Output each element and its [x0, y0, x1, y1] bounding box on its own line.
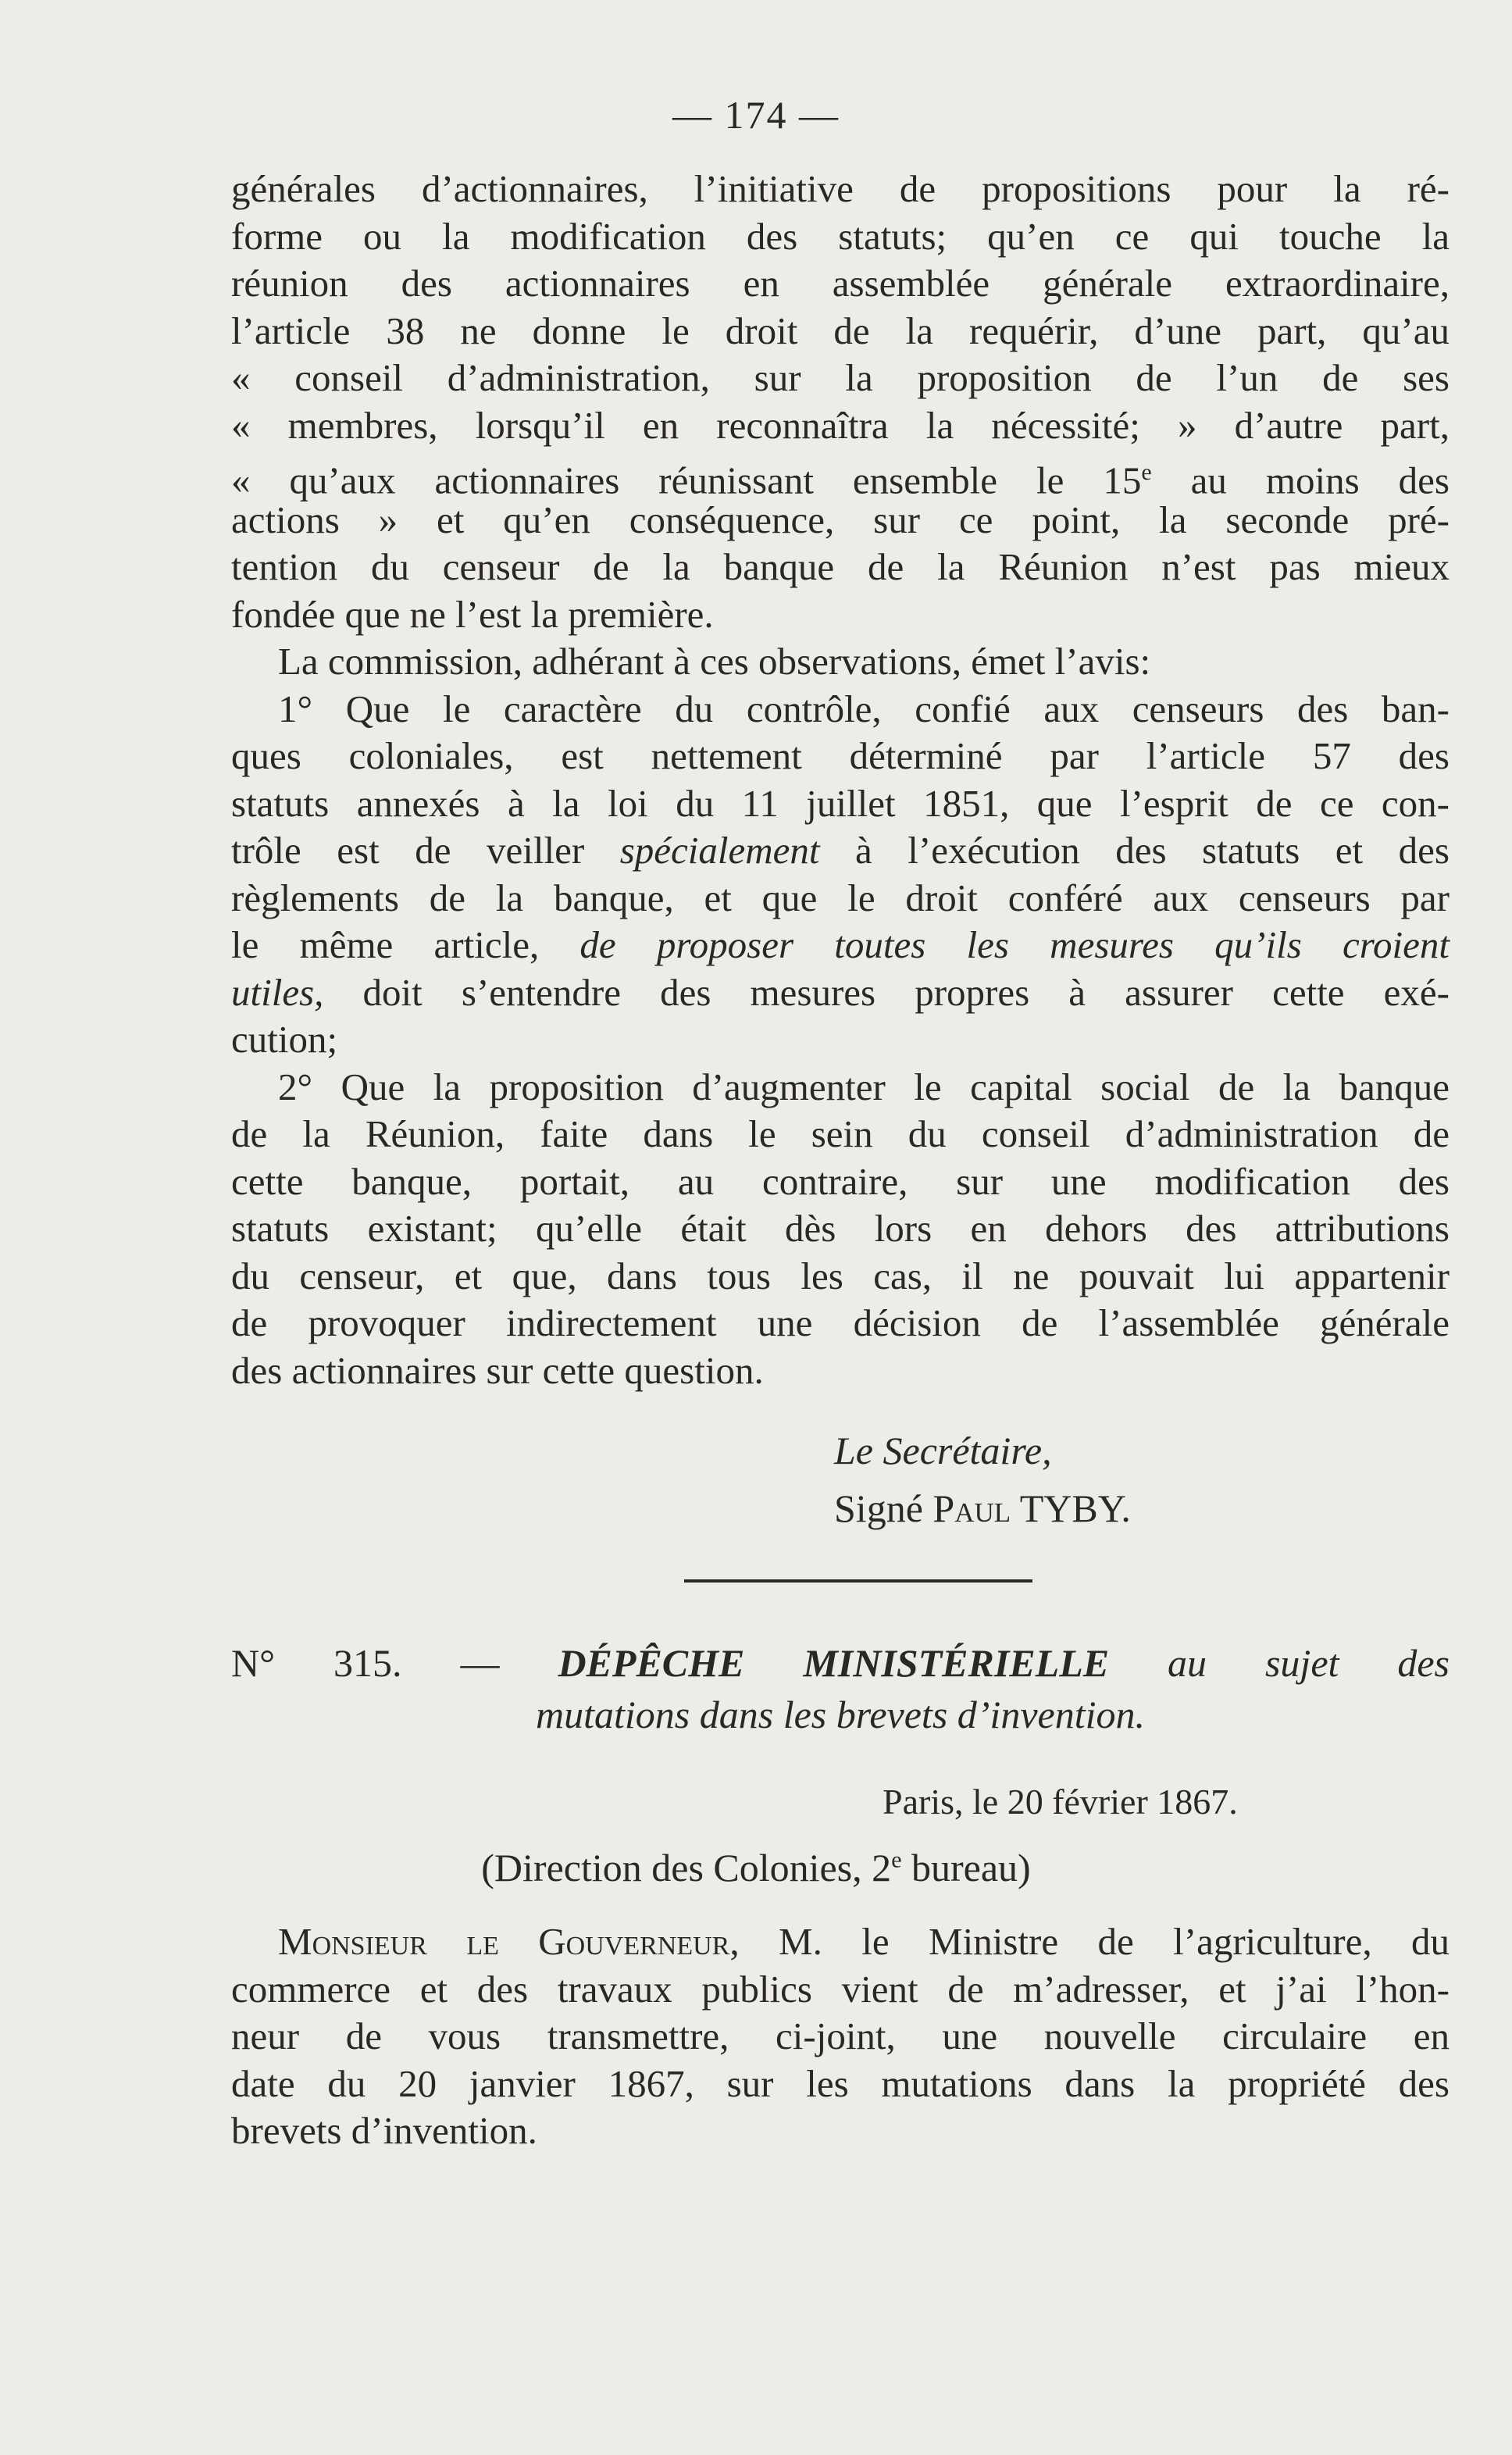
text-fragment: le même article,	[231, 923, 580, 966]
text-line: statuts existant; qu’elle était dès lors en dehors des attributions	[231, 1207, 1450, 1250]
text-line	[231, 969, 1450, 1017]
superscript: e	[1141, 459, 1152, 485]
text-line: des actionnaires sur cette question.	[231, 1348, 764, 1392]
paragraph-avis-intro: La commission, adhérant à ces observations, émet l’avis:	[278, 640, 1151, 683]
signature-block	[834, 1422, 1131, 1537]
text-fragment: M. le Ministre de l’agriculture, du	[739, 1920, 1450, 1963]
text-line	[231, 922, 1450, 969]
salutation: Monsieur le Gouverneur,	[278, 1920, 740, 1963]
text-line: cette banque, portait, au contraire, sur une modification des	[231, 1159, 1450, 1203]
text-line	[231, 827, 1450, 875]
text-fragment: (Direction des Colonies, 2	[481, 1846, 892, 1889]
text-line: générales d’actionnaires, l’initiative de propositions pour la ré-	[231, 167, 1450, 210]
heading-line	[231, 1637, 1450, 1689]
heading-title: DÉPÊCHE MINISTÉRIELLE	[558, 1641, 1110, 1685]
text-line: date du 20 janvier 1867, sur les mutations dans la propriété des	[231, 2061, 1450, 2105]
superscript: e	[891, 1847, 902, 1873]
text-line: « conseil d’administration, sur la proposition de l’un de ses	[231, 356, 1450, 399]
document-number: N° 315. —	[231, 1641, 558, 1685]
text-fragment: à l’exécution des statuts et des	[819, 829, 1450, 872]
page-number: — 174 —	[672, 93, 840, 137]
document-heading	[231, 1637, 1450, 1740]
text-fragment: « qu’aux actionnaires réunissant ensemble le 15	[231, 459, 1142, 502]
text-line	[231, 449, 1450, 502]
text-line: ques coloniales, est nettement déterminé par l’article 57 des	[231, 734, 1450, 777]
text-line: neur de vous transmettre, ci-joint, une nouvelle circulaire en	[231, 2014, 1450, 2057]
text-line: du censeur, et que, dans tous les cas, il ne pouvait lui appartenir	[231, 1254, 1450, 1297]
text-line: l’article 38 ne donne le droit de la requérir, d’une part, qu’au	[231, 309, 1450, 352]
text-line: règlements de la banque, et que le droit conféré aux censeurs par	[231, 876, 1450, 919]
text-line: forme ou la modification des statuts; qu’en ce qui touche la	[231, 214, 1450, 258]
text-line: actions » et qu’en conséquence, sur ce point, la seconde pré-	[231, 498, 1450, 541]
text-line: de la Réunion, faite dans le sein du conseil d’administration de	[231, 1112, 1450, 1155]
text-fragment: trôle est de veiller	[231, 829, 620, 872]
section-divider	[684, 1579, 1032, 1583]
text-fragment: doit s’entendre des mesures propres à assurer cette exé-	[323, 970, 1450, 1014]
direction-line	[0, 1845, 1512, 1890]
dateline: Paris, le 20 février 1867.	[883, 1782, 1238, 1822]
text-fragment: au moins des	[1151, 459, 1450, 502]
text-line: fondée que ne l’est la première.	[231, 592, 714, 636]
last-name: TYBY.	[1011, 1486, 1131, 1530]
text-line: commerce et des travaux publics vient de m’adresser, et j’ai l’hon-	[231, 1967, 1450, 2011]
text-line: de provoquer indirectement une décision de l’assemblée générale	[231, 1301, 1450, 1344]
text-line: statuts annexés à la loi du 11 juillet 1851, que l’esprit de ce con-	[231, 781, 1450, 825]
emphasis: utiles,	[231, 970, 324, 1014]
signature-title: Le Secrétaire,	[834, 1429, 1052, 1472]
emphasis: de proposer toutes les mesures qu’ils croient	[579, 923, 1450, 966]
text-line: réunion des actionnaires en assemblée générale extraordinaire,	[231, 262, 1450, 305]
text-line: « membres, lorsqu’il en reconnaîtra la nécessité; » d’autre part,	[231, 403, 1450, 447]
heading-subject: au sujet des	[1109, 1641, 1450, 1685]
text-fragment: bureau)	[901, 1846, 1031, 1889]
first-name: Paul	[933, 1486, 1011, 1530]
text-line: 2° Que la proposition d’augmenter le capital social de la banque	[278, 1065, 1450, 1108]
text-line: brevets d’invention.	[231, 2109, 537, 2152]
text-line	[231, 1918, 1450, 1966]
signed-prefix: Signé	[834, 1486, 933, 1530]
emphasis: spécialement	[619, 829, 820, 872]
letter-body	[231, 1918, 1450, 2155]
text-line: tention du censeur de la banque de la Réunion n’est pas mieux	[231, 545, 1450, 588]
signature-name	[834, 1479, 1131, 1537]
text-line: 1° Que le caractère du contrôle, confié aux censeurs des ban-	[278, 687, 1450, 730]
text-line: cution;	[231, 1018, 338, 1061]
body-text	[231, 166, 1450, 1394]
heading-line: mutations dans les brevets d’invention.	[536, 1693, 1145, 1736]
